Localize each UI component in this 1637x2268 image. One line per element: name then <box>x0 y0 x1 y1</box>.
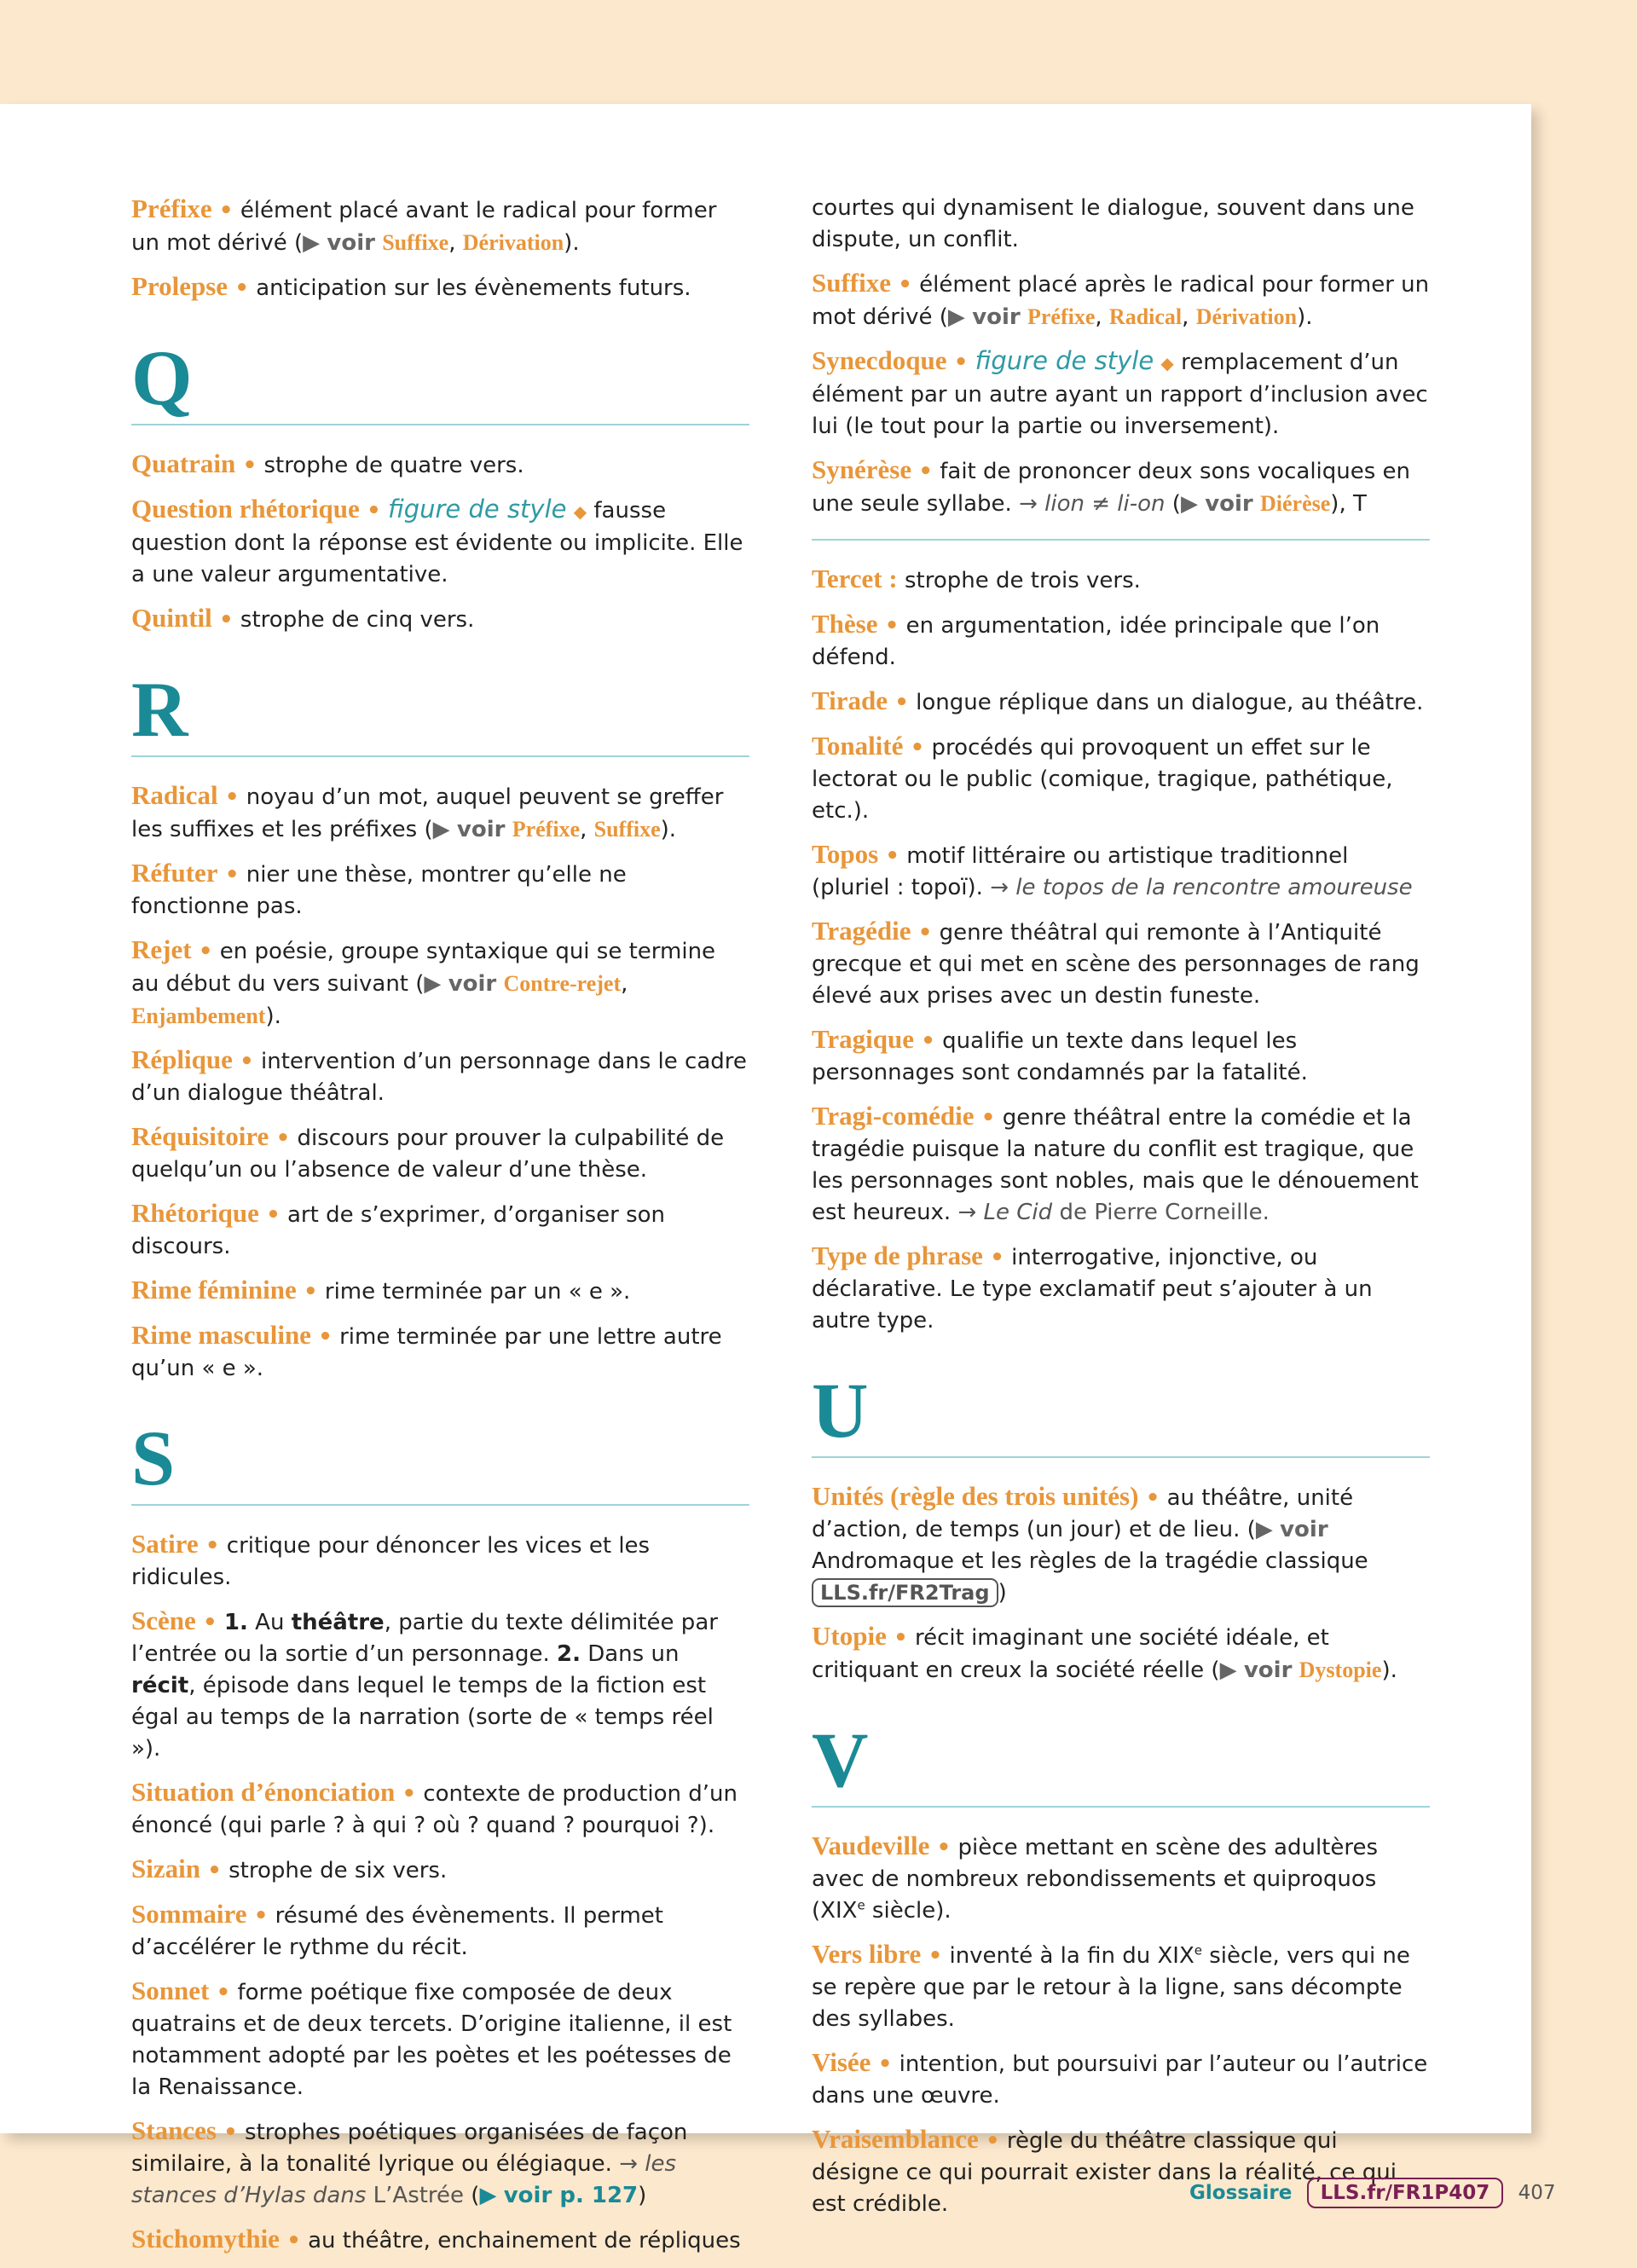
see-arrow-icon: ▶ <box>1180 491 1198 517</box>
page-footer <box>1189 2178 1555 2208</box>
entry-radical: Radical • noyau d’un mot, auquel peuvent se greffer les suffixes et les préfixes (▶ voir Préfixe, Suffixe). <box>131 780 724 842</box>
entry-synecdoque: Synecdoque • figure de style ◆ remplacement d’un élément par un autre ayant un rapport d’inclusion avec lui (le tout pour la partie ou inversement). <box>812 345 1428 439</box>
entry-vaudeville: Vaudeville • pièce mettant en scène des adultères avec de nombreux rebondissements et quiproquos (XIXe siècle). <box>812 1831 1379 1924</box>
see-page-link[interactable]: voir p. 127 <box>503 2183 639 2208</box>
entry-these: Thèse • en argumentation, idée principale que l’on défend. <box>812 609 1380 670</box>
footer-title: Glossaire <box>1189 2182 1293 2204</box>
right-column <box>812 193 1430 2231</box>
result-arrow-icon: → <box>1019 491 1038 517</box>
ref-dierese[interactable]: Diérèse <box>1260 491 1331 516</box>
entry-tragique: Tragique • qualifie un texte dans lequel les personnages sont condamnés par la fatalité. <box>812 1024 1308 1085</box>
entry-vraisemblance: Vraisemblance • règle du théâtre classique qui désigne ce qui pourrait exister dans la réalité, ce qui est crédible. <box>812 2124 1397 2217</box>
entry-sommaire: Sommaire • résumé des évènements. Il permet d’accélérer le rythme du récit. <box>131 1899 663 1960</box>
section-divider <box>131 755 749 757</box>
section-letter-s: S <box>131 1415 176 1501</box>
entry-satire: Satire • critique pour dénoncer les vices et les ridicules. <box>131 1529 651 1590</box>
entry-suffixe: Suffixe • élément placé après le radical pour former un mot dérivé (▶ voir Préfixe, Radical, Dérivation). <box>812 268 1430 330</box>
entry-topos: Topos • motif littéraire ou artistique traditionnel (pluriel : topoï). → le topos de la rencontre amoureuse <box>812 839 1413 900</box>
entry-tragedie: Tragédie • genre théâtral qui remonte à l’Antiquité grecque et qui met en scène des personnages de rang élevé aux prises avec un destin funeste. <box>812 916 1420 1009</box>
entry-stichomythie-continued: courtes qui dynamisent le dialogue, souvent dans une dispute, un conflit. <box>812 195 1414 252</box>
entry-sizain: Sizain • strophe de six vers. <box>131 1854 448 1883</box>
see-arrow-icon: ▶ <box>432 817 450 842</box>
result-arrow-icon: → <box>957 1200 977 1225</box>
section-divider <box>131 424 749 425</box>
ref-radical[interactable]: Radical <box>1108 304 1183 329</box>
diamond-icon: ◆ <box>573 501 587 522</box>
ref-derivation[interactable]: Dérivation <box>462 230 564 255</box>
section-letter-u: U <box>812 1367 869 1454</box>
entry-rime-masculine: Rime masculine • rime terminée par une lettre autre qu’un « e ». <box>131 1320 722 1381</box>
entry-utopie: Utopie • récit imaginant une société idéale, et critiquant en creux la société réelle (▶ voir Dystopie). <box>812 1621 1397 1683</box>
result-arrow-icon: → <box>990 875 1009 900</box>
section-letter-v: V <box>812 1716 869 1803</box>
section-divider <box>812 539 1430 541</box>
entry-tirade: Tirade • longue réplique dans un dialogue, au théâtre. <box>812 686 1424 715</box>
entry-sonnet: Sonnet • forme poétique fixe composée de deux quatrains et de deux tercets. D’origine italienne, il est notamment adopté par les poètes et les poétesses de la Renaissance. <box>131 1976 732 2100</box>
entry-synerese: Synérèse • fait de prononcer deux sons vocaliques en une seule syllabe. → lion ≠ li-on (▶ voir Diérèse), T <box>812 454 1411 517</box>
entry-rejet: Rejet • en poésie, groupe syntaxique qui se termine au début du vers suivant (▶ voir Contre-rejet, Enjambement). <box>131 934 716 1029</box>
entry-type-de-phrase: Type de phrase • interrogative, injonctive, ou déclarative. Le type exclamatif peut s’ajouter à un autre type. <box>812 1241 1373 1334</box>
entry-stichomythie: Stichomythie • au théâtre, enchainement de répliques <box>131 2224 741 2254</box>
entry-rime-feminine: Rime féminine • rime terminée par un « e ». <box>131 1275 631 1305</box>
entry-question-rhetorique: Question rhétorique • figure de style ◆ fausse question dont la réponse est évidente ou implicite. Elle a une valeur argumentative. <box>131 494 743 587</box>
entry-refuter: Réfuter • nier une thèse, montrer qu’elle ne fonctionne pas. <box>131 858 627 919</box>
section-divider <box>131 1504 749 1506</box>
page-number: 407 <box>1518 2182 1556 2204</box>
entry-vers-libre: Vers libre • inventé à la fin du XIXe siècle, vers qui ne se repère que par le retour à la ligne, sans décompte des syllabes. <box>812 1939 1410 2032</box>
entry-quintil: Quintil • strophe de cinq vers. <box>131 603 475 633</box>
ref-enjambement[interactable]: Enjambement <box>131 1004 266 1028</box>
see-arrow-icon: ▶ <box>1255 1517 1273 1542</box>
ref-prefixe[interactable]: Préfixe <box>512 817 581 842</box>
entry-tragi-comedie: Tragi-comédie • genre théâtral entre la comédie et la tragédie puisque la nature du conflit est tragique, que les personnages sont nobles, mais que le dénouement est heureux. → Le Cid de Pierre Corneille. <box>812 1101 1419 1225</box>
see-arrow-icon: ▶ <box>947 304 965 330</box>
entry-stances: Stances • strophes poétiques organisées de façon similaire, à la tonalité lyrique ou élégiaque. → les stances d’Hylas dans L’Astrée (▶ voir p. 127) <box>131 2115 688 2208</box>
section-divider <box>812 1806 1430 1808</box>
ref-prefixe[interactable]: Préfixe <box>1027 304 1096 329</box>
section-letter-q: Q <box>131 334 193 421</box>
ref-contre-rejet[interactable]: Contre-rejet <box>503 971 622 996</box>
result-arrow-icon: → <box>619 2151 638 2177</box>
entry-quatrain: Quatrain • strophe de quatre vers. <box>131 448 524 478</box>
section-letter-r: R <box>131 666 188 753</box>
lls-link-fr2trag[interactable]: LLS.fr/FR2Trag <box>812 1578 998 1607</box>
entry-scene: Scène • 1. Au théâtre, partie du texte délimitée par l’entrée ou la sortie d’un personnage. 2. Dans un récit, épisode dans lequel le temps de la fiction est égal au temps de la narration (sorte de « temps réel »). <box>131 1606 718 1762</box>
ref-dystopie[interactable]: Dystopie <box>1299 1658 1382 1682</box>
ref-derivation[interactable]: Dérivation <box>1195 304 1298 329</box>
entry-visee: Visée • intention, but poursuivi par l’auteur ou l’autrice dans une œuvre. <box>812 2047 1428 2109</box>
see-arrow-icon: ▶ <box>303 230 321 256</box>
entry-requisitoire: Réquisitoire • discours pour prouver la culpabilité de quelqu’un ou l’absence de valeur d’une thèse. <box>131 1121 725 1183</box>
entry-tonalite: Tonalité • procédés qui provoquent un effet sur le lectorat ou le public (comique, tragique, pathétique, etc.). <box>812 731 1393 824</box>
ref-suffixe[interactable]: Suffixe <box>593 817 661 842</box>
entry-tercet: Tercet : strophe de trois vers. <box>812 564 1141 593</box>
entry-prolepse: Prolepse • anticipation sur les évènements futurs. <box>131 271 691 301</box>
entry-situation-enonciation: Situation d’énonciation • contexte de production d’un énoncé (qui parle ? à qui ? où ? quand ? pourquoi ?). <box>131 1777 738 1838</box>
entry-unites: Unités (règle des trois unités) • au théâtre, unité d’action, de temps (un jour) et de lieu. (▶ voir Andromaque et les règles de la tragédie classique LLS.fr/FR2Trag ) <box>812 1481 1368 1606</box>
diamond-icon: ◆ <box>1160 353 1174 373</box>
see-arrow-icon: ▶ <box>1219 1658 1237 1683</box>
ref-suffixe[interactable]: Suffixe <box>382 230 449 255</box>
entry-prefixe: Préfixe • élément placé avant le radical pour former un mot dérivé (▶ voir Suffixe, Dérivation). <box>131 194 717 256</box>
footer-lls-link[interactable]: LLS.fr/FR1P407 <box>1307 2178 1504 2208</box>
see-arrow-icon: ▶ <box>424 971 442 997</box>
left-column <box>131 193 749 2268</box>
entry-rhetorique: Rhétorique • art de s’exprimer, d’organiser son discours. <box>131 1198 665 1259</box>
section-divider <box>812 1456 1430 1458</box>
see-arrow-icon: ▶ <box>479 2183 497 2208</box>
entry-replique: Réplique • intervention d’un personnage dans le cadre d’un dialogue théâtral. <box>131 1044 747 1106</box>
